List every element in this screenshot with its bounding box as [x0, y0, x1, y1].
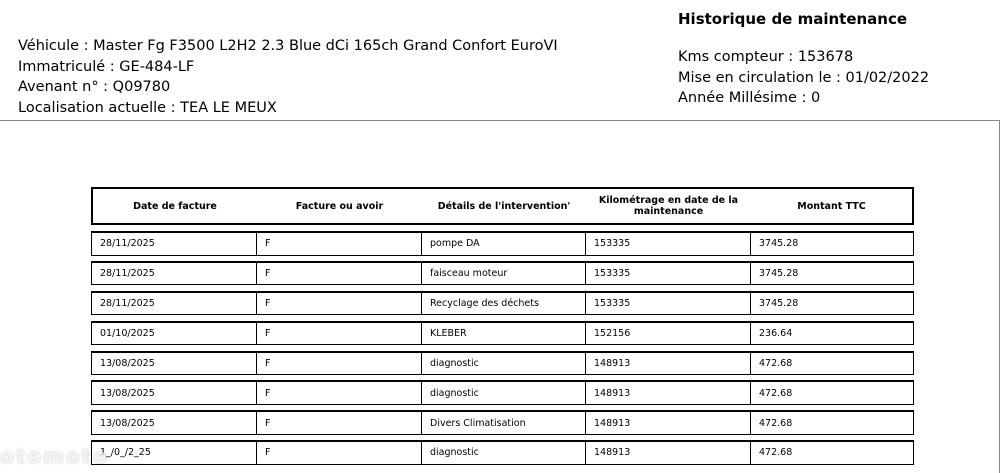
vehicle-model: Véhicule : Master Fg F3500 L2H2 2.3 Blue dCi 165ch Grand Confort EuroVI	[18, 38, 558, 54]
cell-mileage: 148913	[585, 412, 750, 434]
cell-amount: 472.68	[750, 382, 913, 404]
vehicle-amendment: Avenant n° : Q09780	[18, 79, 171, 95]
cell-mileage: 153335	[585, 263, 750, 285]
header-details: Détails de l'intervention'	[437, 200, 571, 212]
table-header	[91, 187, 914, 225]
cell-date: 13/08/2025	[100, 417, 155, 429]
cell-type: F	[256, 412, 421, 434]
counter-info	[678, 47, 929, 109]
vehicle-location: Localisation actuelle : TEA LE MEUX	[18, 99, 277, 116]
cell-details: diagnostic	[421, 353, 585, 375]
odometer: Kms compteur : 153678	[678, 49, 854, 65]
cell-date: 28/11/2025	[100, 298, 155, 310]
maintenance-table	[91, 187, 914, 470]
table-row	[91, 410, 914, 435]
table-row	[91, 380, 914, 405]
cell-details: Divers Climatisation	[421, 412, 585, 434]
vehicle-info	[18, 36, 558, 118]
cell-details: diagnostic	[421, 442, 585, 464]
cell-type: F	[256, 323, 421, 345]
table-row	[91, 291, 914, 316]
header-date: Date de facture	[133, 200, 217, 212]
cell-type: F	[256, 382, 421, 404]
cell-amount: 3745.28	[750, 293, 913, 315]
model-year: Année Millésime : 0	[678, 90, 821, 106]
cell-mileage: 153335	[585, 293, 750, 315]
cell-type: F	[256, 293, 421, 315]
table-row	[91, 440, 914, 465]
header-amount: Montant TTC	[797, 200, 866, 212]
history-title: Historique de maintenance	[678, 10, 908, 28]
cell-details: faisceau moteur	[421, 263, 585, 285]
cell-date: 1_/0_/2_25	[100, 447, 151, 459]
cell-type: F	[256, 233, 421, 255]
watermark-logo: otomoto	[0, 444, 109, 468]
cell-details: diagnostic	[421, 382, 585, 404]
cell-date: 13/08/2025	[100, 357, 155, 369]
table-row	[91, 261, 914, 286]
cell-mileage: 148913	[585, 382, 750, 404]
cell-mileage: 153335	[585, 233, 750, 255]
cell-type: F	[256, 263, 421, 285]
cell-details: KLEBER	[421, 323, 585, 345]
table-row	[91, 321, 914, 346]
header-divider	[0, 120, 1000, 121]
table-row	[91, 231, 914, 256]
vehicle-registration: Immatriculé : GE-484-LF	[18, 58, 195, 75]
cell-date: 28/11/2025	[100, 268, 155, 280]
cell-details: Recyclage des déchets	[421, 293, 585, 315]
cell-details: pompe DA	[421, 233, 585, 255]
cell-amount: 236.64	[750, 323, 913, 345]
cell-date: 01/10/2025	[100, 327, 155, 339]
cell-date: 13/08/2025	[100, 387, 155, 399]
header-type: Facture ou avoir	[295, 200, 384, 212]
cell-mileage: 152156	[585, 323, 750, 345]
cell-type: F	[256, 353, 421, 375]
cell-amount: 472.68	[750, 353, 913, 375]
cell-mileage: 148913	[585, 353, 750, 375]
registration-date: Mise en circulation le : 01/02/2022	[678, 69, 930, 86]
cell-amount: 3745.28	[750, 233, 913, 255]
cell-type: F	[256, 442, 421, 464]
cell-amount: 472.68	[750, 442, 913, 464]
cell-amount: 472.68	[750, 412, 913, 434]
cell-date: 28/11/2025	[100, 238, 155, 250]
cell-amount: 3745.28	[750, 263, 913, 285]
cell-mileage: 148913	[585, 442, 750, 464]
header-mileage: Kilométrage en date de la maintenance	[598, 195, 739, 217]
table-row	[91, 351, 914, 376]
